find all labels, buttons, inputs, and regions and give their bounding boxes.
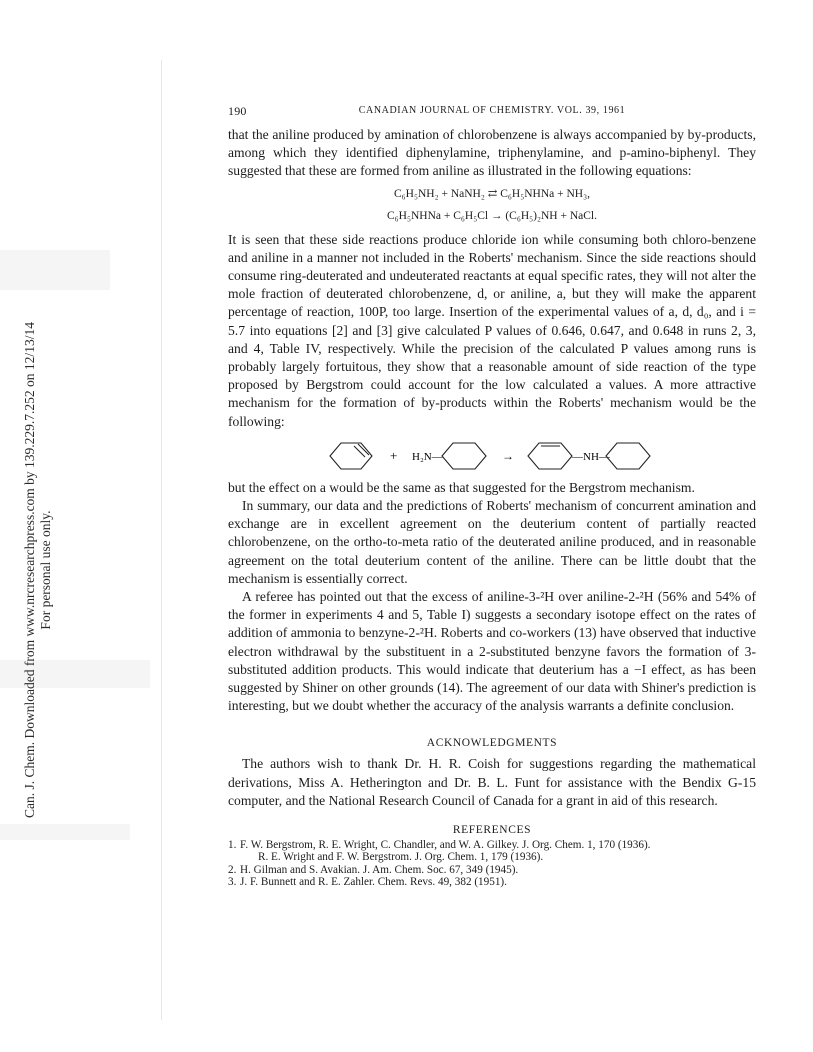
benzyne-mechanism-diagram <box>228 435 756 477</box>
nh-bridge-label: —NH— <box>572 450 610 463</box>
reference-text: H. Gilman and S. Avakian. J. Am. Chem. Soc. 67, 349 (1945). <box>240 863 519 876</box>
reference-item <box>228 864 756 876</box>
reference-continuation: R. E. Wright and F. W. Bergstrom. J. Org. Chem. 1, 179 (1936). <box>258 851 544 864</box>
references-list <box>228 839 756 888</box>
acknowledgments-heading: ACKNOWLEDGMENTS <box>426 737 558 750</box>
paragraph: It is seen that these side reactions produce chloride ion while consuming both chloro-benzene and aniline in a manner not included in the Roberts' mechanism. Since the side reactions should consume ring-deuterated and undeuterated reactants at equal specific rates, they will not alter the mole fraction of deuterated chlorobenzene, d, or aniline, a, but they will make the apparent percentage of reaction, 100P, too large. Insertion of the experimental values of a, d, d₀, and i = 5.7 into equations [2] and [3] give calculated P values of 0.646, 0.647, and 0.648 in runs 2, 3, and 4, Table IV, respectively. While the precision of the calculated P values among runs is probably largely fortuitous, they show that a reasonable amount of side reaction of the type proposed by Bergstrom could account for the low calculated a values. A more attractive mechanism for the formation of by-products within the Roberts' mechanism would be the following: <box>228 231 756 429</box>
page-content <box>228 104 756 888</box>
reference-item <box>228 839 756 863</box>
reference-text: F. W. Bergstrom, R. E. Wright, C. Chandler, and W. A. Gilkey. J. Org. Chem. 1, 170 (1936). <box>240 839 651 852</box>
equation-1: C₆H₅NH₂ + NaNH₂ ⇄ C₆H₅NHNa + NH₃, <box>393 187 590 200</box>
reaction-arrow: → <box>502 448 514 463</box>
benzyne-ring <box>330 443 372 469</box>
paragraph: that the aniline produced by amination of chlorobenzene is always accompanied by by-products, among which they identified diphenylamine, triphenylamine, and p-amino-biphenyl. They suggested that these are formed from aniline as illustrated in the following equations: <box>228 127 756 179</box>
plus-sign: + <box>390 447 398 463</box>
article-body <box>228 126 756 715</box>
watermark-line-1: Can. J. Chem. Downloaded from www.nrcresearchpress.com by 139.229.7.252 on 12/13/14 <box>22 322 37 818</box>
page-gutter-line <box>161 60 162 1020</box>
references-heading: REFERENCES <box>452 824 532 837</box>
reference-number: 3. <box>228 875 237 888</box>
running-head <box>228 104 756 122</box>
reference-number: 2. <box>228 863 237 876</box>
reference-item <box>228 876 756 888</box>
watermark-line-2: For personal use only. <box>38 510 53 630</box>
acknowledgments-text: The authors wish to thank Dr. H. R. Coish for suggestions regarding the mathematical derivations, Miss A. Hetherington and Dr. B. L. Funt for assistance with the Bendix G-15 computer, and the National Research Council of Canada for a grant in aid of this research. <box>228 756 756 808</box>
journal-title: CANADIAN JOURNAL OF CHEMISTRY. VOL. 39, 1961 <box>358 105 626 116</box>
paragraph: In summary, our data and the predictions of Roberts' mechanism of concurrent amination and exchange are in excellent agreement on the deuterium content of partially reacted chlorobenzene, on the ortho-to-meta ratio of the deuterated aniline produced, and in reasonable agreement on the total deuterium content of the aniline. There can be little doubt that the mechanism is essentially correct. <box>228 498 756 586</box>
amine-label: H₂N— <box>412 450 443 463</box>
page-number: 190 <box>228 104 247 118</box>
reference-text: J. F. Bunnett and R. E. Zahler. Chem. Revs. 49, 382 (1951). <box>240 875 507 888</box>
product-ring-1 <box>528 443 572 469</box>
acknowledgments-body <box>228 755 756 810</box>
scan-smudge <box>0 824 130 840</box>
reference-number: 1. <box>228 839 237 852</box>
equation-2: C₆H₅NHNa + C₆H₅Cl → (C₆H₅)₂NH + NaCl. <box>386 209 597 222</box>
paragraph: A referee has pointed out that the excess of aniline-3-²H over aniline-2-²H (56% and 54% of the former in experiments 4 and 5, Table I) suggests a secondary isotope effect on the rates of addition of ammonia to benzyne-2-²H. Roberts and co-workers (13) have observed that inductive electron withdrawal by the substituent in a 2-substituted benzyne favors the formation of 3-substituted addition products. This would indicate that deuterium has a −I effect, as has been suggested by Shiner on other grounds (14). The agreement of our data with Shiner's prediction is interesting, but we doubt whether the accuracy of the analysis warrants a definite conclusion. <box>228 589 756 714</box>
paragraph: but the effect on a would be the same as that suggested for the Bergstrom mechanism. <box>228 479 695 495</box>
product-ring-2 <box>606 443 650 469</box>
mechanism-svg <box>228 435 756 477</box>
download-watermark <box>22 170 62 970</box>
aniline-ring <box>442 443 486 469</box>
